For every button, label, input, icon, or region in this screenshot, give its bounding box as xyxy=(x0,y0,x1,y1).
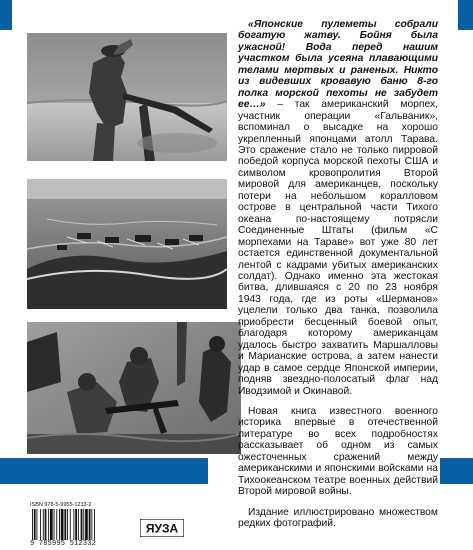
photo-marine-drinking xyxy=(27,33,227,161)
intro-paragraph-text: – так американский морпех, участник операции «Гальваник», вспоминал о высадке на хорошо укрепленный японцами атолл Тарава. Это сражение стало не только пирровой победой корпуса морской пехоты США и символом кровопролития Второй мировой для американцев, поскольку потери на небольшом коралловом острове в центральной части Тихого океана по-настоящему потрясли Соединенные Штаты (фильм «С морпехами на Тараве» вот уже 80 лет остается единственной документальной лентой с кадрами убитых американских солдат). Однако именно эта жестокая битва, длившаяся с 20 по 23 ноября 1943 года, где из роты «Шерманов» уцелели только два танка, позволила приобрести бесценный боевой опыт, благодаря которому американцам удалось быстро захватить Маршалловы и Марианские острова, а затем нанести удар в самое сердце Японской империи, подняв звездно-полосатый флаг над Иводзимой и Окинавой. xyxy=(238,99,438,397)
isbn-text: ISBN 978-5-9955-1233-2 xyxy=(30,502,92,508)
photo-battle-icon xyxy=(27,322,241,454)
decorative-band-top-left xyxy=(0,0,12,30)
decorative-band-top-right xyxy=(458,0,473,30)
photo-soldiers-machine-gun xyxy=(27,322,241,454)
decorative-band-right xyxy=(440,458,473,484)
annotation-text xyxy=(238,19,438,529)
illustrations-note: Издание иллюстрировано множеством редких фотографий. xyxy=(238,506,438,530)
barcode xyxy=(30,502,136,548)
barcode-digits: 9 785995 512332 xyxy=(30,540,97,548)
quote-text: «Японские пулеметы собрали богатую жатву. Бойня была ужасной! Вода перед нашим участком была усеяна плавающими телами мертвых и раненых. Никто из видевших кровавую баню 8-го полка морской пехоты не забудет ее…» xyxy=(238,19,438,111)
photo-marine-icon xyxy=(27,33,227,161)
barcode-icon xyxy=(30,509,136,540)
book-description-paragraph: Новая книга известного военного историка впервые в отечественной литературе во всех подробностях рассказывает об одном из самых ожесточенных сражений между американскими и японскими войсками на Тихоокеанском театре военных действий Второй мировой войны. xyxy=(238,405,438,498)
intro-paragraph xyxy=(238,19,438,397)
decorative-band-left xyxy=(0,458,208,484)
photo-landing-icon xyxy=(27,179,227,309)
photo-beach-landing-craft xyxy=(27,179,227,309)
yauza-logo-icon xyxy=(140,519,184,537)
publisher-logo-text: ЯУЗА xyxy=(145,521,179,536)
